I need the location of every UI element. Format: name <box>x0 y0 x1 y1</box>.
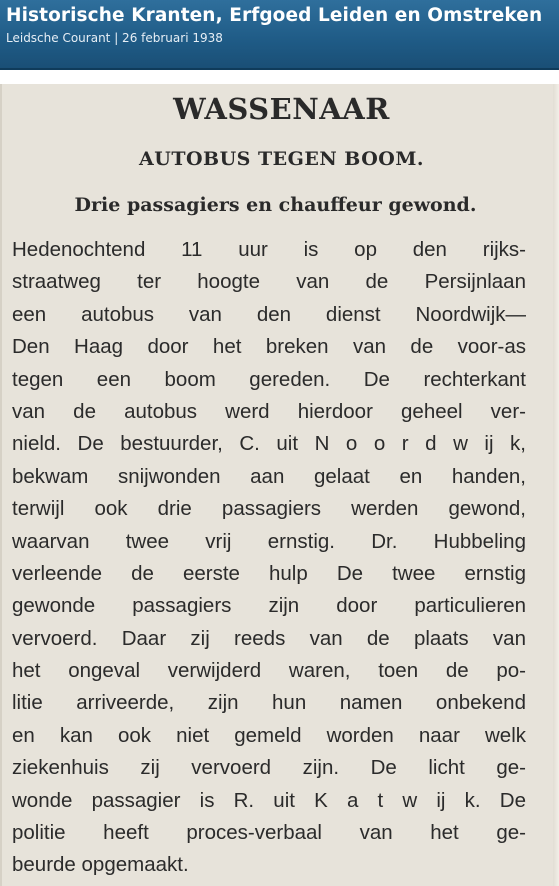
article-line: beurde opgemaakt. <box>12 853 189 877</box>
header-spacer <box>0 70 559 84</box>
article-subheadline: AUTOBUS TEGEN BOOM. <box>139 148 424 170</box>
article-line: politie heeft proces-verbaal van het ge- <box>12 821 526 845</box>
article-line: van de autobus werd hierdoor geheel ver- <box>12 399 526 423</box>
article-deck: Drie passagiers en chauffeur gewond. <box>74 194 477 216</box>
article-line: tegen een boom gereden. De rechterkant <box>12 367 526 391</box>
site-title[interactable]: Historische Kranten, Erfgoed Leiden en Omstreken <box>6 5 543 26</box>
clipping-content <box>2 84 559 886</box>
article-line: litie arriveerde, zijn hun namen onbekend <box>12 691 526 715</box>
article-body <box>12 234 526 882</box>
article-line: het ongeval verwijderd waren, toen de po- <box>12 659 526 683</box>
scan-edge <box>553 84 559 886</box>
article-line: waarvan twee vrij ernstig. Dr. Hubbeling <box>12 529 526 553</box>
site-header <box>0 0 559 70</box>
article-line: en kan ook niet gemeld worden naar welk <box>12 723 526 747</box>
article-line: verleende de eerste hulp De twee ernstig <box>12 561 526 585</box>
newspaper-source-date: Leidsche Courant | 26 februari 1938 <box>6 31 223 45</box>
article-line: ziekenhuis zij vervoerd zijn. De licht ge- <box>12 756 526 780</box>
article-line: terwijl ook drie passagiers werden gewond, <box>12 497 526 521</box>
article-line: wonde passagier is R. uit K a t w ij k. De <box>12 788 526 812</box>
article-line: Hedenochtend 11 uur is op den rijks- <box>12 238 526 261</box>
article-line: Den Haag door het breken van de voor-as <box>12 335 526 359</box>
article-line: vervoerd. Daar zij reeds van de plaats van <box>12 626 526 650</box>
article-line: nield. De bestuurder, C. uit N o o r d w ij k, <box>12 432 526 456</box>
article-line: een autobus van den dienst Noordwijk— <box>12 302 526 326</box>
newspaper-clipping <box>0 84 559 886</box>
article-line: straatweg ter hoogte van de Persijnlaan <box>12 270 526 294</box>
article-line: gewonde passagiers zijn door particulieren <box>12 594 526 618</box>
article-headline: WASSENAAR <box>173 92 390 126</box>
article-line: bekwam snijwonden aan gelaat en handen, <box>12 464 526 488</box>
